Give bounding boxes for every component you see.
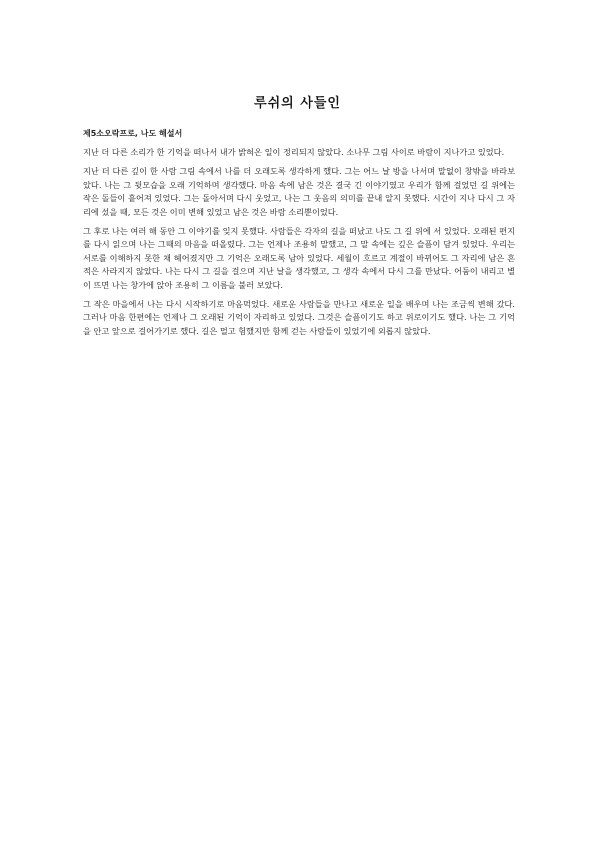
- document-title: 루쉬의 사들인: [254, 96, 341, 111]
- document-byline: 제5소오락프로, 나도 해설서: [83, 129, 183, 138]
- paragraph: 그 작은 마을에서 나는 다시 시작하기로 마음먹었다. 새로운 사람들을 만나고 새로운 일을 배우며 나는 조금씩 변해 갔다. 그러나 마음 한편에는 언제나 그 오래된 기억이 자리하고 있었다. 그것은 슬픔이기도 하고 위로이기도 했다. 나는 그 기억을 안고 앞으로 걸어가기로 했다. 길은 멀고 험했지만 함께 걷는 사람들이 있었기에 외롭지 않았다.: [83, 299, 515, 336]
- paragraph: 지난 더 다른 소리가 한 기억을 떠나서 내가 밝혀온 일이 정리되지 않았다. 소나무 그림 사이로 바람이 지나가고 있었다.: [83, 147, 505, 157]
- paragraph: 그 후로 나는 여러 해 동안 그 이야기를 잊지 못했다. 사람들은 각자의 길을 떠났고 나도 그 길 위에 서 있었다. 오래된 편지를 다시 읽으며 나는 그때의 마음을 떠올렸다. 그는 언제나 조용히 말했고, 그 말 속에는 깊은 슬픔이 담겨 있었다. 우리는 서로를 이해하지 못한 채 헤어졌지만 그 기억은 오래도록 남아 있었다. 세월이 흐르고 계절이 바뀌어도 그 자리에 남은 흔적은 사라지지 않았다. 나는 다시 그 길을 걸으며 지난 날을 생각했고, 그 생각 속에서 다시 그를 만났다. 어둠이 내리고 별이 뜨면 나는 창가에 앉아 조용히 그 이름을 불러 보았다.: [83, 226, 515, 290]
- document-body: [83, 146, 515, 344]
- paragraph: 지난 더 다른 깊이 한 사람 그림 속에서 나를 더 오래도록 생각하게 했다. 그는 어느 날 방을 나서며 말없이 창밖을 바라보았다. 나는 그 뒷모습을 오래 기억하며 생각했다. 마음 속에 남은 것은 결국 긴 이야기였고 우리가 함께 걸었던 길 위에는 작은 돌들이 흩어져 있었다. 그는 돌아서며 다시 웃었고, 나는 그 웃음의 의미를 끝내 알지 못했다. 시간이 지나 다시 그 자리에 섰을 때, 모든 것은 이미 변해 있었고 남은 것은 바람 소리뿐이었다.: [83, 166, 515, 217]
